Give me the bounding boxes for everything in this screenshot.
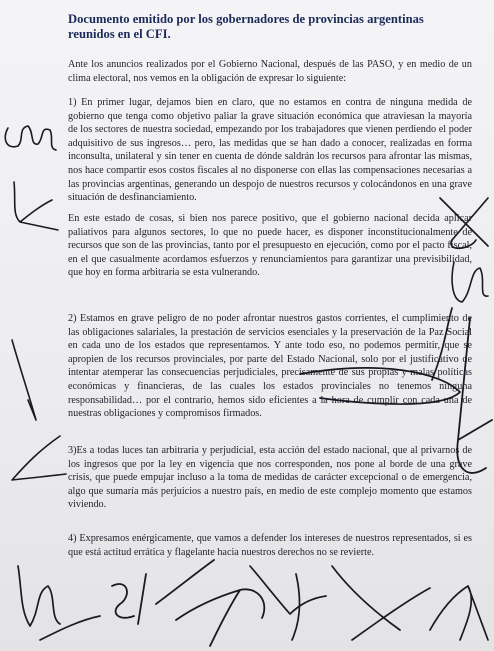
signature-bottom-center-2 — [156, 560, 264, 646]
intro-paragraph: Ante los anuncios realizados por el Gobierno Nacional, después de las PASO, y en medio de un clima electoral, nos vemos en la obligación de expresar lo siguiente: — [68, 59, 472, 84]
signature-left-2 — [14, 182, 58, 230]
paragraph-1-continued: En este estado de cosas, si bien nos parece positivo, que el gobierno nacional decida aplicar paliativos para algunos sectores, lo que no puede hacer, es disponer inconstitucionalmente de recursos que son de las provincias, tanto por el presupuesto en ejecución, como por el pacto fiscal, en el que casualmente acordamos esfuerzos y renunciamientos para garantizar una previsibilidad, que hoy en forma arbitraria se esta vulnerando. — [68, 213, 472, 279]
signature-bottom-center-3 — [250, 566, 326, 640]
signature-bottom-left — [18, 566, 100, 640]
signature-bottom-right-1 — [332, 566, 430, 640]
paragraph-1: 1) En primer lugar, dejamos bien en claro, que no estamos en contra de ninguna medida de gobierno que tenga como objetivo paliar la grave situación económica que atraviesan la mayoría de los sectores de nuestra sociedad, empezando por los trabajadores que vienen perdiendo el poder adquisitivo de sus ingresos… pero, las medidas que se han dado a conocer, realizadas en forma inconsulta, unilateral y sin tener en cuenta de dónde saldrán los recursos para afrontar las mismas, nos hace compartir esos costos fiscales al no disponerse con ellas las compensaciones necesarias a las provincias argentinas, generando un despojo de nuestros recursos y colocándonos en una grave situación de desfinanciamiento. — [68, 97, 472, 204]
paragraph-4: 4) Expresamos enérgicamente, que vamos a defender los intereses de nuestros representados, si es que está actitud errática y flagelante hacia nuestros derechos no se revierte. — [68, 533, 472, 558]
signature-left-3 — [12, 340, 66, 480]
paragraph-2: 2) Estamos en grave peligro de no poder afrontar nuestros gastos corrientes, el cumplimiento de las obligaciones salariales, la prestación de servicios esenciales y la preservación de la Paz Social en cada uno de los estados que representamos. Y ante todo eso, no podemos permitir, que se apropien de los recursos provinciales, por parte del Estado Nacional, solo por el justificativo de intentar atemperar las consecuencias perjudiciales, precisamente de sus propias y malas políticas económicas y financieras, de las cuales los estados provinciales no tenemos ninguna responsabilidad… por el contrario, hemos sido eficientes a la hora de cumplir con cada una de nuestras obligaciones y compromisos firmados. — [68, 313, 472, 420]
signature-bottom-right-2 — [430, 586, 488, 640]
paragraph-3: 3)Es a todas luces tan arbitraria y perjudicial, esta acción del estado nacional, que al privarnos de los ingresos que por la ley en vigencia que nos corresponden, nos pone al borde de una grave crisis, que puede empujar incluso a la toma de medidas de carácter excepcional o de emergencia, algo que sumaría más perjuicios a nuestro país, en medio de este complejo momento que estamos viviendo. — [68, 445, 472, 511]
signature-bottom-center-1 — [112, 574, 146, 624]
signature-left-1 — [5, 126, 56, 150]
document-title: Documento emitido por los gobernadores de provincias argentinas reunidos en el CFI. — [68, 12, 424, 41]
